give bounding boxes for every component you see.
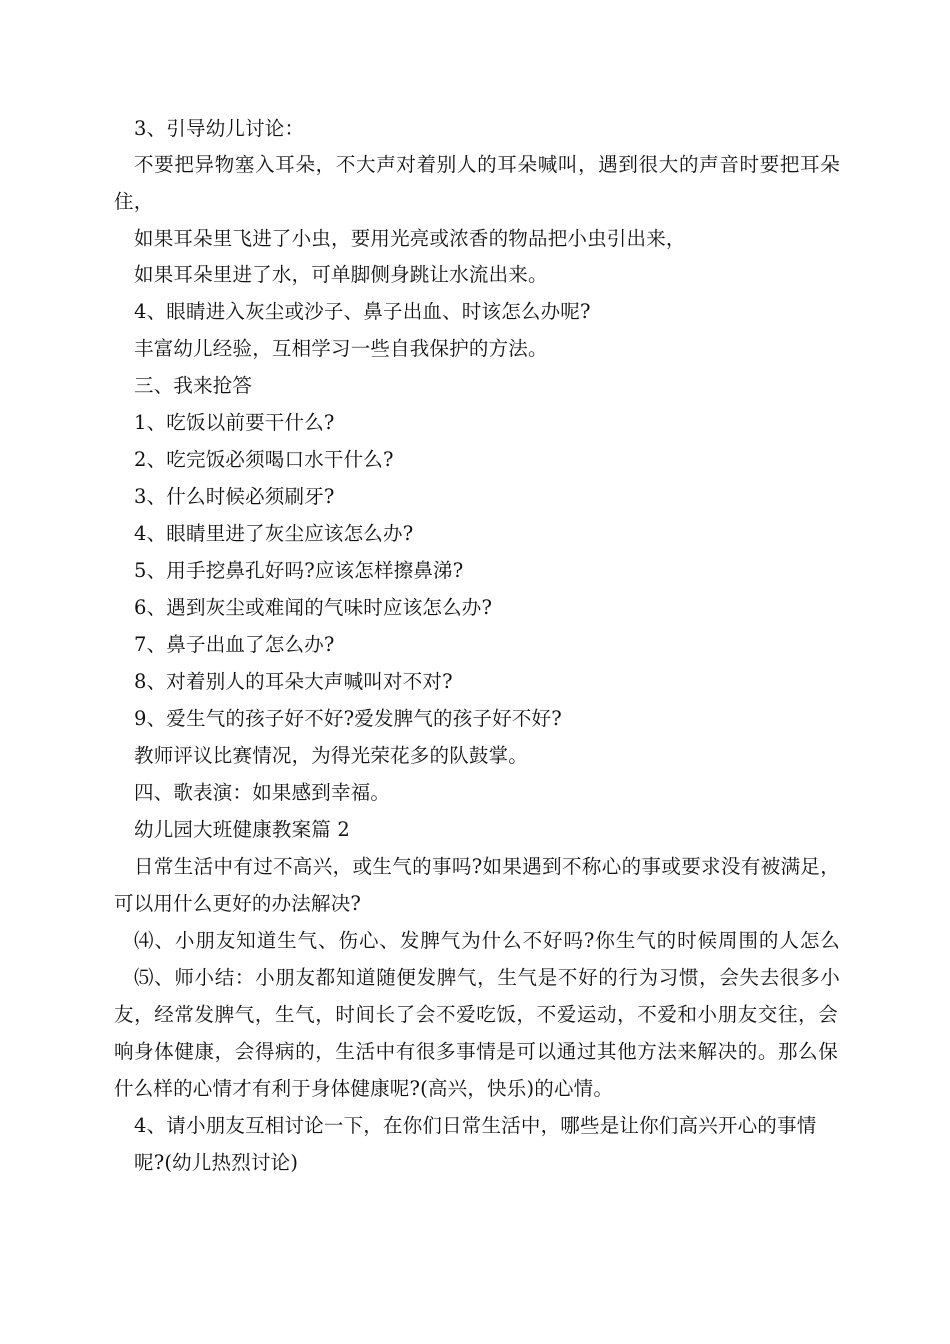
text-line: 丰富幼儿经验，互相学习一些自我保护的方法。 — [134, 337, 548, 360]
text-line: 不要把异物塞入耳朵，不大声对着别人的耳朵喊叫，遇到很大的声音时要把耳朵 — [134, 153, 840, 176]
text-line: ⑷、小朋友知道生气、伤心、发脾气为什么不好吗?你生气的时候周围的人怎么 — [134, 929, 840, 952]
text-line: ⑸、师小结：小朋友都知道随便发脾气，生气是不好的行为习惯，会失去很多小 — [134, 966, 840, 989]
text-line: 2、吃完饭必须喝口水干什么? — [134, 448, 394, 471]
text-line: 1、吃饭以前要干什么? — [134, 411, 335, 434]
text-line: 6、遇到灰尘或难闻的气味时应该怎么办? — [134, 596, 493, 619]
article-title: 幼儿园大班健康教案篇 2 — [134, 818, 351, 841]
text-line: 3、什么时候必须刷牙? — [134, 485, 335, 508]
text-line: 友，经常发脾气，生气，时间长了会不爱吃饭，不爱运动，不爱和小朋友交往，会 — [114, 1003, 838, 1026]
text-line: 教师评议比赛情况，为得光荣花多的队鼓掌。 — [134, 744, 529, 767]
text-line: 5、用手挖鼻孔好吗?应该怎样擦鼻涕? — [134, 559, 464, 582]
text-line: 如果耳朵里进了水，可单脚侧身跳让水流出来。 — [134, 263, 548, 286]
text-line: 日常生活中有过不高兴，或生气的事吗?如果遇到不称心的事或要求没有被满足， — [134, 855, 840, 878]
section-heading: 三、我来抢答 — [134, 374, 253, 397]
text-line: 呢?(幼儿热烈讨论) — [134, 1151, 299, 1174]
text-line: 住， — [114, 190, 154, 213]
text-line: 可以用什么更好的办法解决? — [114, 892, 362, 915]
text-line: 4、请小朋友互相讨论一下，在你们日常生活中，哪些是让你们高兴开心的事情 — [134, 1114, 817, 1137]
section-heading: 四、歌表演：如果感到幸福。 — [134, 781, 391, 804]
text-line: 9、爱生气的孩子好不好?爱发脾气的孩子好不好? — [134, 707, 562, 730]
text-line: 什么样的心情才有利于身体健康呢?(高兴，快乐)的心情。 — [114, 1077, 614, 1100]
text-line: 4、眼睛里进了灰尘应该怎么办? — [134, 522, 414, 545]
text-line: 如果耳朵里飞进了小虫，要用光亮或浓香的物品把小虫引出来， — [134, 227, 686, 250]
text-line: 8、对着别人的耳朵大声喊叫对不对? — [134, 670, 453, 693]
text-line: 响身体健康，会得病的，生活中有很多事情是可以通过其他方法来解决的。那么保 — [114, 1040, 838, 1063]
text-line: 4、眼睛进入灰尘或沙子、鼻子出血、时该怎么办呢? — [134, 300, 591, 323]
text-line: 7、鼻子出血了怎么办? — [134, 633, 335, 656]
text-line: 3、引导幼儿讨论： — [134, 117, 305, 140]
